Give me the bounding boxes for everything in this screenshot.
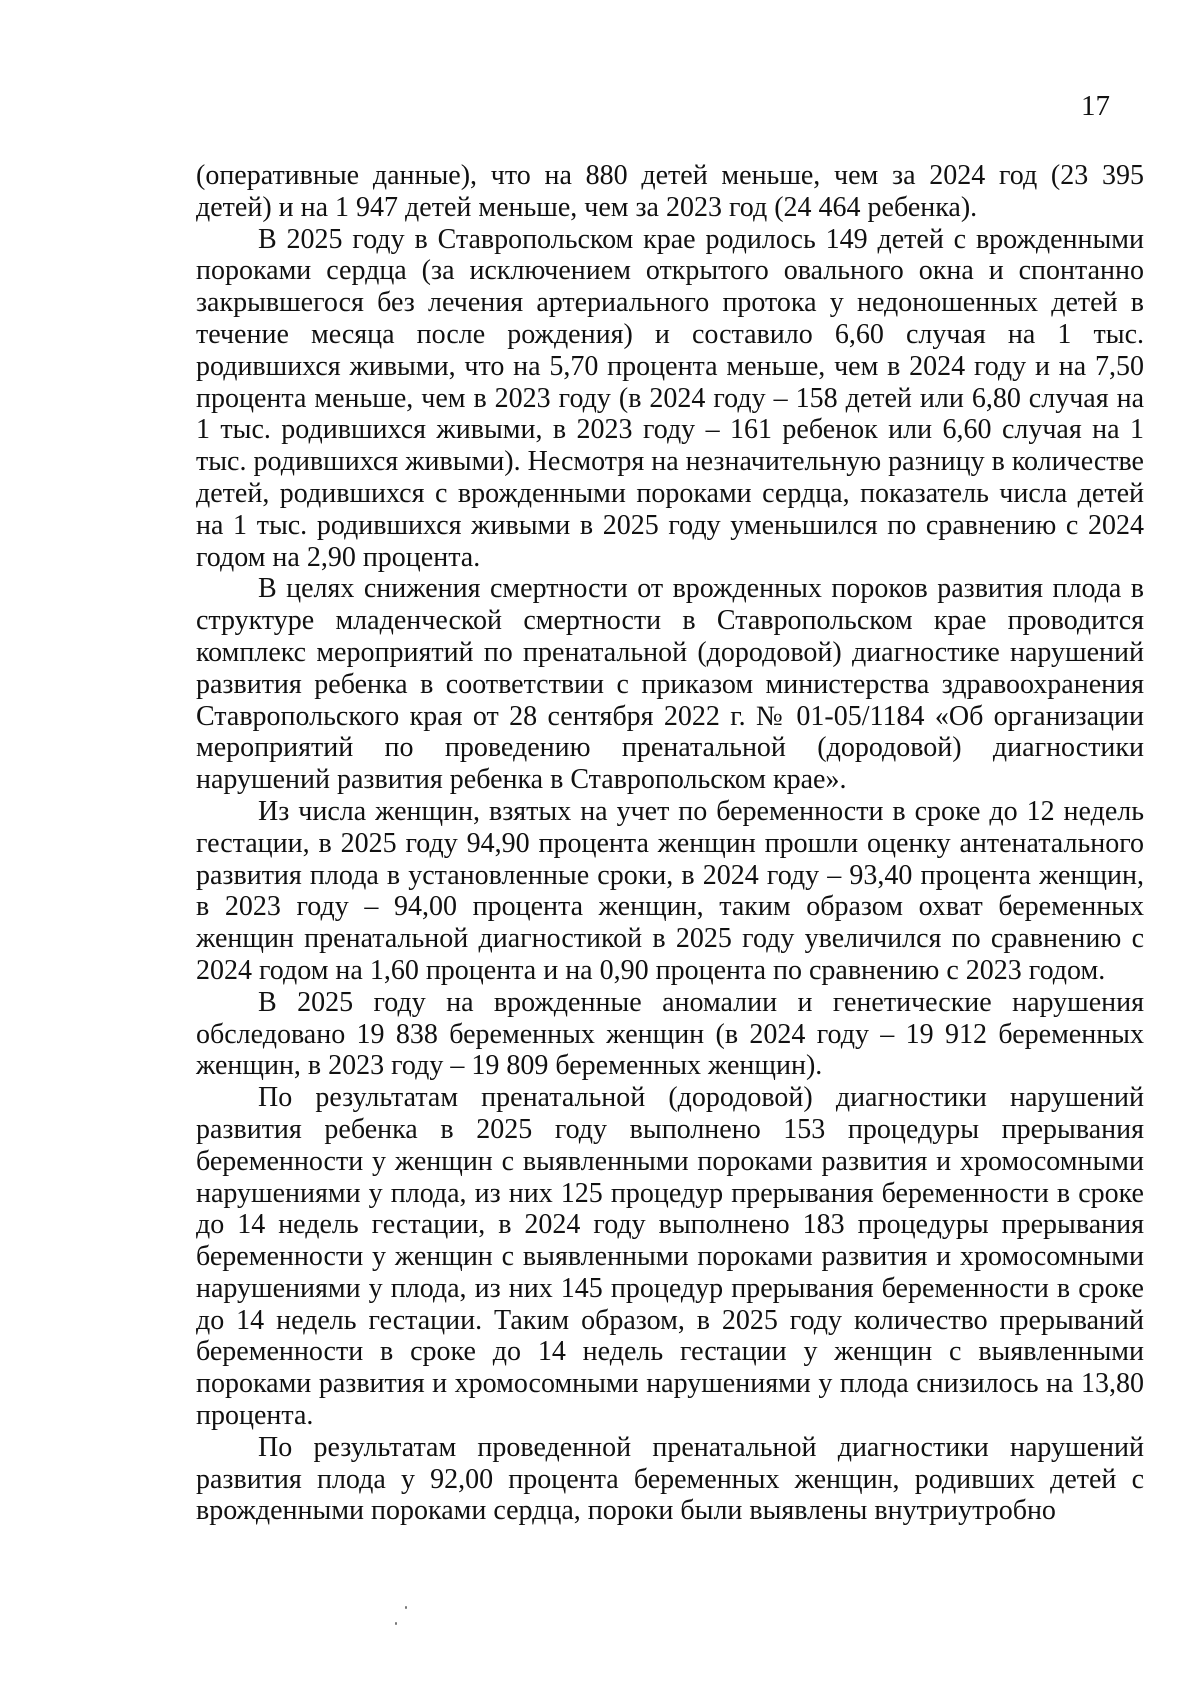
scan-artifact-dot	[405, 1606, 407, 1609]
scan-artifact-dot	[395, 1622, 397, 1625]
paragraph-genetic-screening: В 2025 году на врожденные аномалии и генетические нарушения обследовано 19 838 беременных женщин (в 2024 году – 19 912 беременных женщин, в 2023 году – 19 809 беременных женщин).	[196, 986, 1144, 1082]
paragraph-prenatal-measures: В целях снижения смертности от врожденных пороков развития плода в структуре младенческой смертности в Ставропольском крае проводится комплекс мероприятий по пренатальной (дородовой) диагностике нарушений развития ребенка в соответствии с приказом министерства здравоохранения Ставропольского края от 28 сентября 2022 г. № 01-05/1184 «Об организации мероприятий по проведению пренатальной (дородовой) диагностики нарушений развития ребенка в Ставропольском крае».	[196, 573, 1144, 796]
paragraph-heart-defects: В 2025 году в Ставропольском крае родилось 149 детей с врожденными пороками сердца (за исключением открытого овального окна и спонтанно закрывшегося без лечения артериального протока у недоношенных детей в течение месяца после рождения) и составило 6,60 случая на 1 тыс. родившихся живыми, что на 5,70 процента меньше, чем в 2024 году и на 7,50 процента меньше, чем в 2023 году (в 2024 году – 158 детей или 6,80 случая на 1 тыс. родившихся живыми, в 2023 году – 161 ребенок или 6,60 случая на 1 тыс. родившихся живыми). Несмотря на незначительную разницу в количестве детей, родившихся с врожденными пороками сердца, показатель числа детей на 1 тыс. родившихся живыми в 2025 году уменьшился по сравнению с 2024 годом на 2,90 процента.	[196, 223, 1144, 573]
page-number: 17	[1081, 90, 1110, 122]
paragraph-antenatal-coverage: Из числа женщин, взятых на учет по беременности в сроке до 12 недель гестации, в 2025 году 94,90 процента женщин прошли оценку антенатального развития плода в установленные сроки, в 2024 году – 93,40 процента женщин, в 2023 году – 94,00 процента женщин, таким образом охват беременных женщин пренатальной диагностикой в 2025 году увеличился по сравнению с 2024 годом на 1,60 процента и на 0,90 процента по сравнению с 2023 годом.	[196, 795, 1144, 986]
body-text	[196, 160, 1144, 1527]
paragraph-continued-birth-data: (оперативные данные), что на 880 детей меньше, чем за 2024 год (23 395 детей) и на 1 947 детей меньше, чем за 2023 год (24 464 ребенка).	[196, 160, 1144, 223]
paragraph-pregnancy-terminations: По результатам пренатальной (дородовой) диагностики нарушений развития ребенка в 2025 году выполнено 153 процедуры прерывания беременности у женщин с выявленными пороками развития и хромосомными нарушениями у плода, из них 125 процедур прерывания беременности в сроке до 14 недель гестации, в 2024 году выполнено 183 процедуры прерывания беременности у женщин с выявленными пороками развития и хромосомными нарушениями у плода, из них 145 процедур прерывания беременности в сроке до 14 недель гестации. Таким образом, в 2025 году количество прерываний беременности в сроке до 14 недель гестации у женщин с выявленными пороками развития и хромосомными нарушениями у плода снизилось на 13,80 процента.	[196, 1082, 1144, 1432]
paragraph-diagnosis-results: По результатам проведенной пренатальной диагностики нарушений развития плода у 92,00 процента беременных женщин, родивших детей с врожденными пороками сердца, пороки были выявлены внутриутробно	[196, 1431, 1144, 1527]
